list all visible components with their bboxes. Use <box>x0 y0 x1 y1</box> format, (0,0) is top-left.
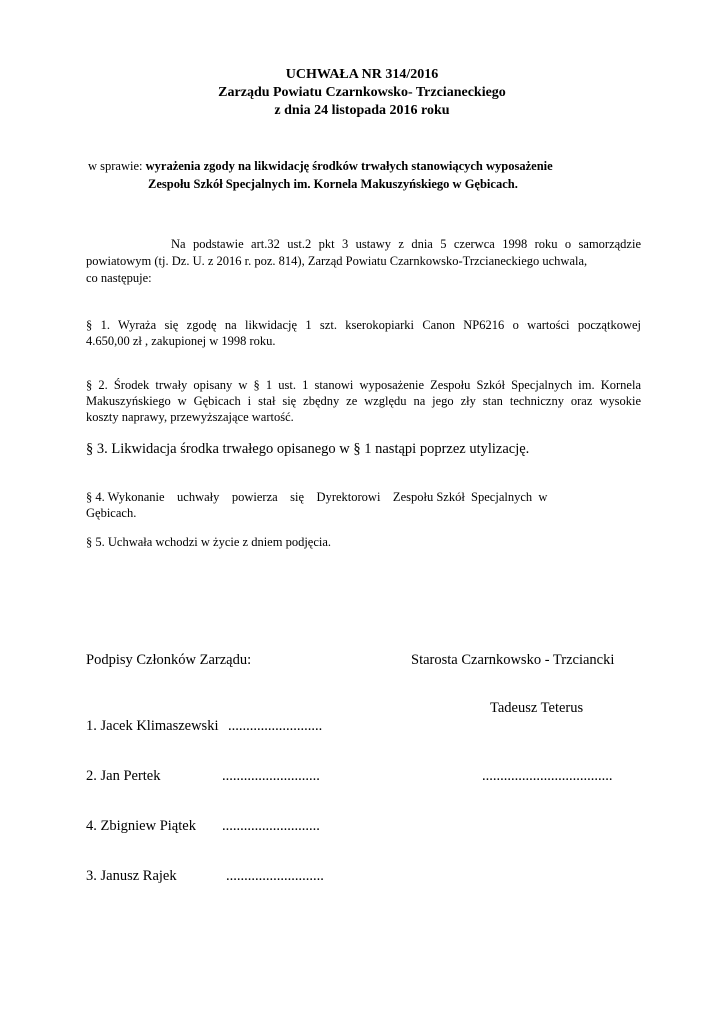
member-4-signature-line: ........................... <box>226 868 324 884</box>
paragraph-1-line-1: § 1. Wyraża się zgodę na likwidację 1 szt. kserokopiarki Canon NP6216 o wartości początkowej <box>86 318 641 332</box>
paragraph-5: § 5. Uchwała wchodzi w życie z dniem podjęcia. <box>86 535 332 549</box>
intro-line-3: co następuje: <box>86 271 152 285</box>
subject-line-2: Zespołu Szkół Specjalnych im. Kornela Makuszyńskiego w Gębicach. <box>148 177 518 191</box>
intro-line-1: Na podstawie art.32 ust.2 pkt 3 ustawy z dnia 5 czerwca 1998 roku o samorządzie <box>171 237 641 251</box>
starosta-name: Tadeusz Teterus <box>490 700 584 716</box>
paragraph-4-line-1: § 4. Wykonanie uchwały powierza się Dyrektorowi Zespołu Szkół Specjalnych w <box>86 490 548 504</box>
starosta-heading: Starosta Czarnkowsko - Trzciancki <box>411 652 615 668</box>
starosta-signature-line: .................................... <box>482 768 613 784</box>
subject-bold-1: wyrażenia zgody na likwidację środków trwałych stanowiących wyposażenie <box>145 159 553 173</box>
paragraph-3: § 3. Likwidacja środka trwałego opisanego w § 1 nastąpi poprzez utylizację. <box>86 441 530 457</box>
member-1-signature-line: .......................... <box>228 718 323 734</box>
member-4-label: 3. Janusz Rajek <box>86 868 177 884</box>
members-heading: Podpisy Członków Zarządu: <box>86 652 252 668</box>
member-1-label: 1. Jacek Klimaszewski <box>86 718 219 734</box>
resolution-date: z dnia 24 listopada 2016 roku <box>274 103 450 118</box>
intro-line-2: powiatowym (tj. Dz. U. z 2016 r. poz. 814), Zarząd Powiatu Czarnkowsko-Trzcianeckiego uchwala, <box>86 254 588 268</box>
member-3-signature-line: ........................... <box>222 818 320 834</box>
resolution-number: UCHWAŁA NR 314/2016 <box>285 67 439 82</box>
board-name: Zarządu Powiatu Czarnkowsko- Trzcianeckiego <box>218 85 506 100</box>
paragraph-1-line-2: 4.650,00 zł , zakupionej w 1998 roku. <box>86 334 276 348</box>
member-2-signature-line: ........................... <box>222 768 320 784</box>
paragraph-2-line-1: § 2. Środek trwały opisany w § 1 ust. 1 stanowi wyposażenie Zespołu Szkół Specjalnych im. Kornela <box>86 378 641 392</box>
subject-prefix: w sprawie: <box>88 159 146 173</box>
paragraph-2-line-2: Makuszyńskiego w Gębicach i stał się zbędny ze względu na jego zły stan techniczny oraz wysokie <box>86 394 641 408</box>
member-2-label: 2. Jan Pertek <box>86 768 161 784</box>
paragraph-2-line-3: koszty naprawy, przewyższające wartość. <box>86 410 294 424</box>
paragraph-4-line-2: Gębicach. <box>86 506 137 520</box>
subject-line-1 <box>88 159 553 174</box>
member-3-label: 4. Zbigniew Piątek <box>86 818 196 834</box>
